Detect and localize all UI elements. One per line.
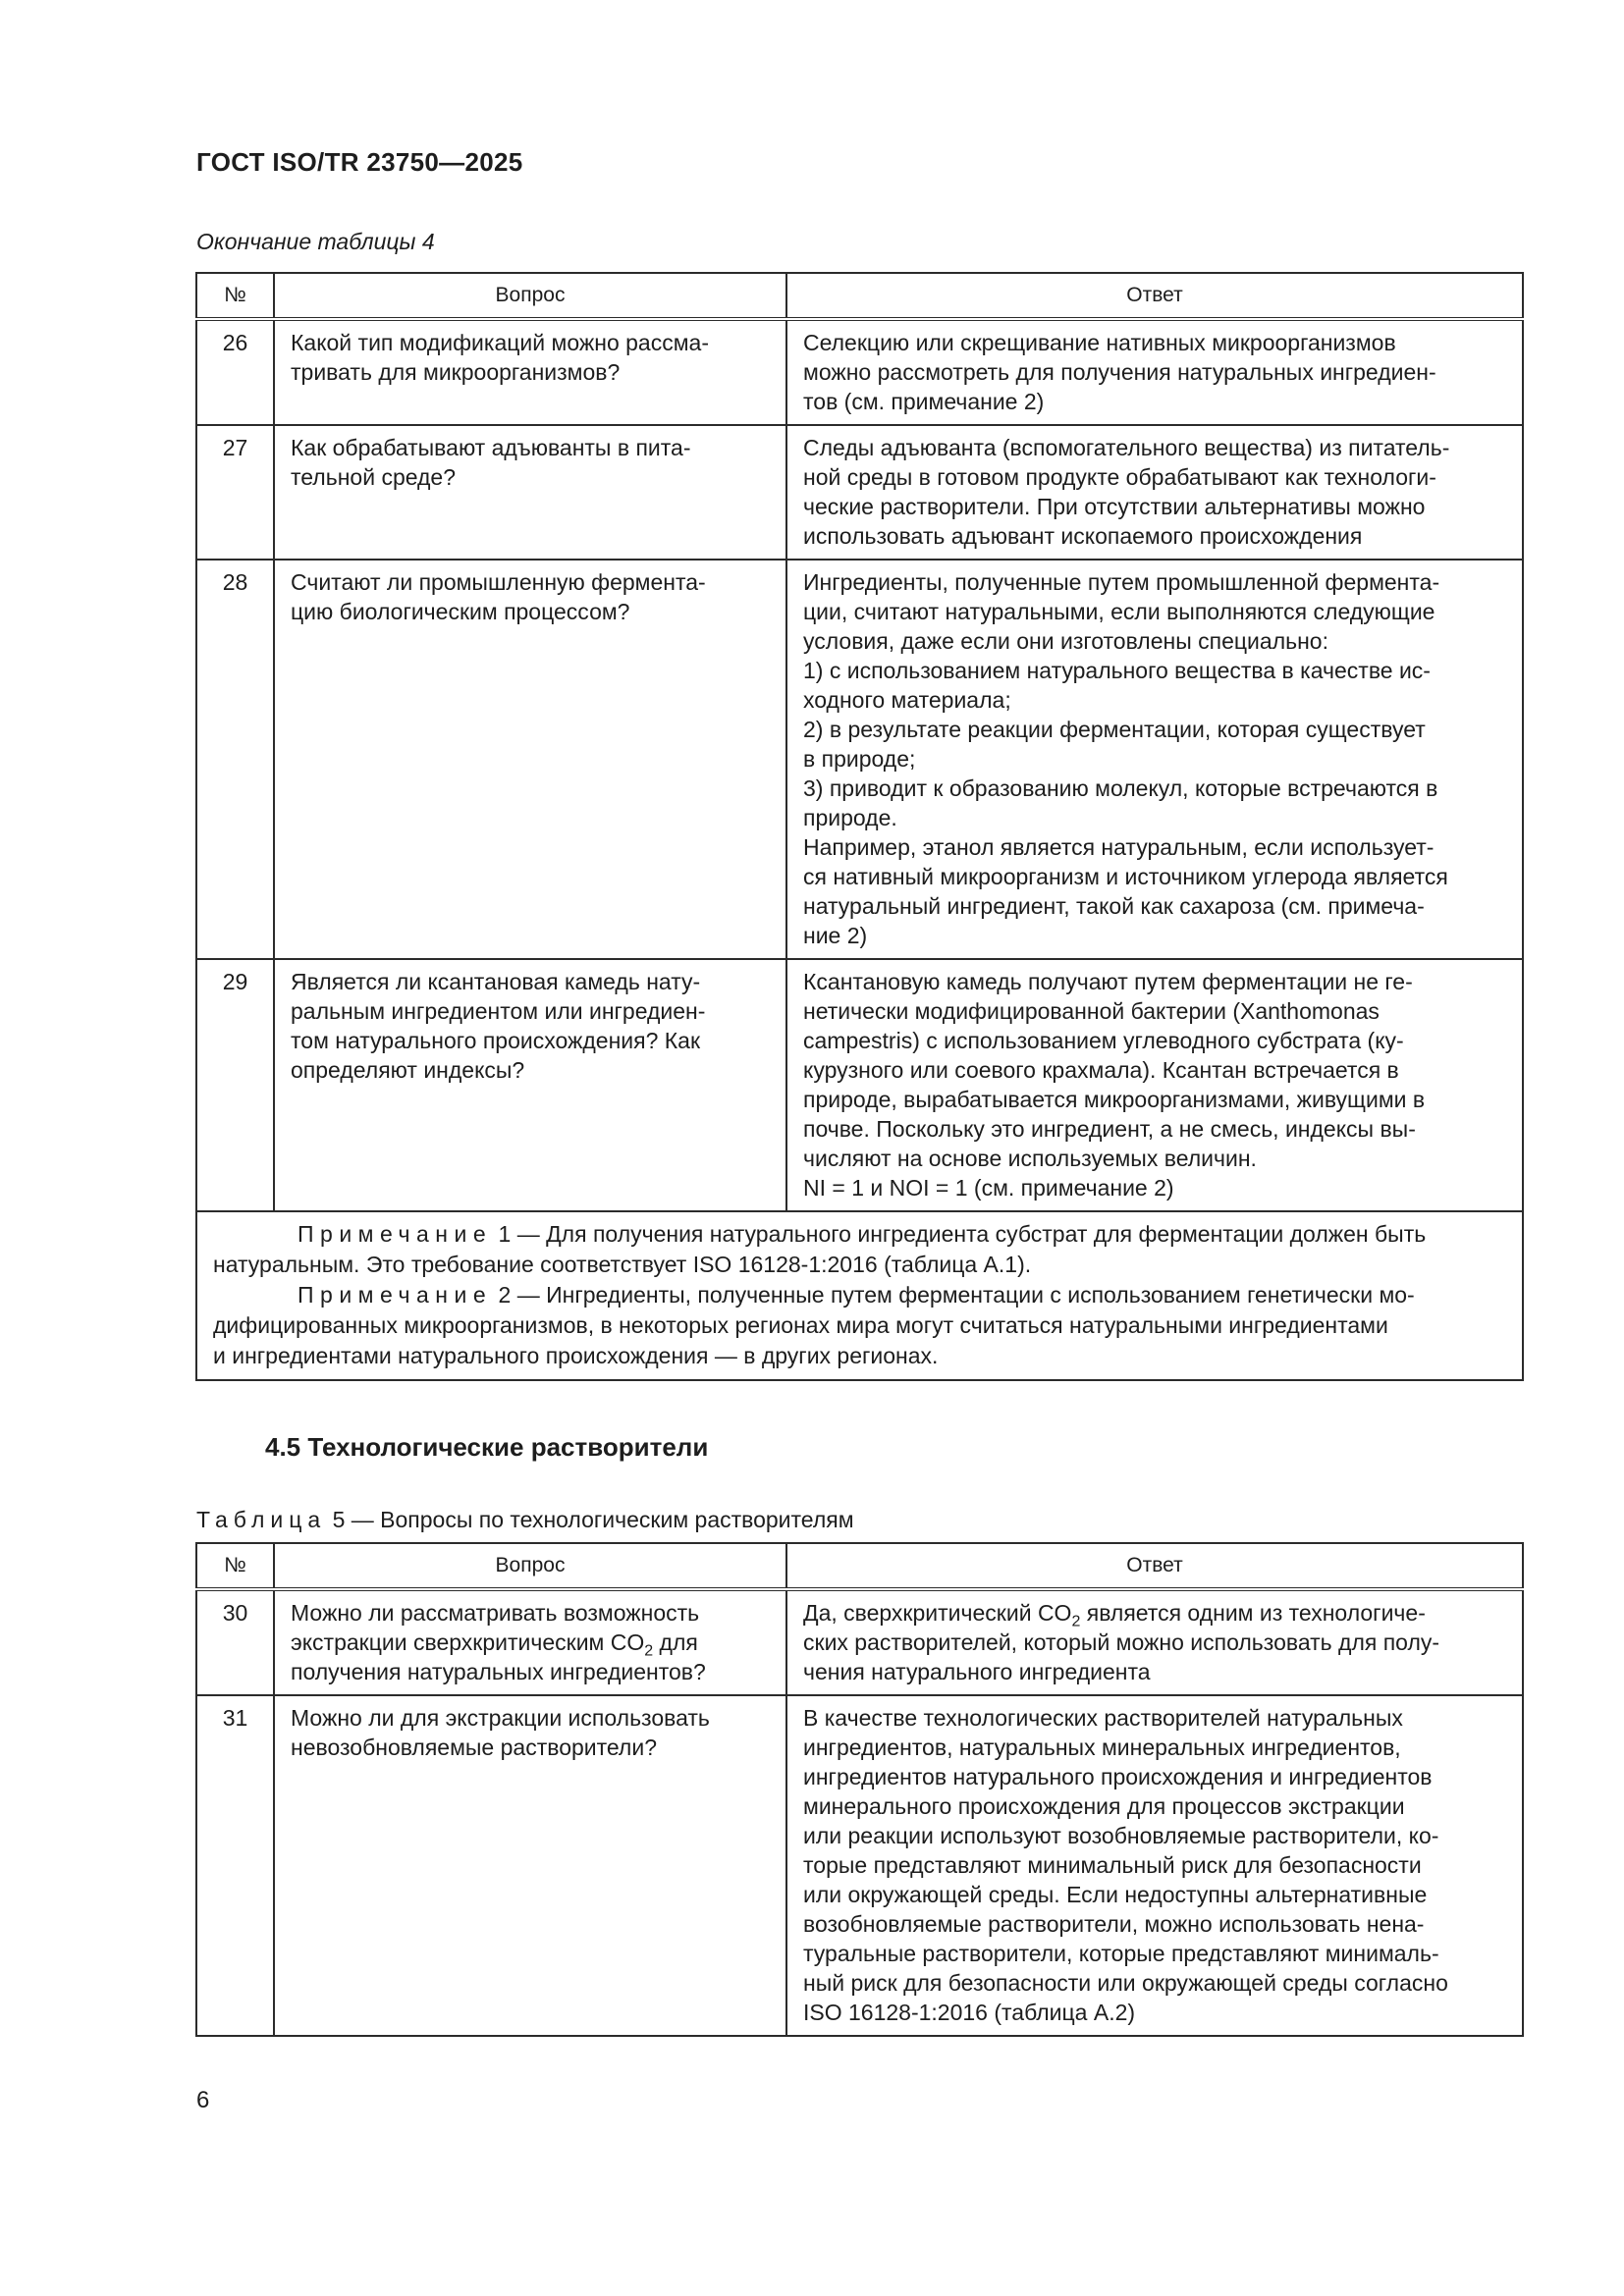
question-line: определяют индексы?	[291, 1057, 525, 1083]
row-answer	[786, 1589, 1523, 1695]
row-number: 31	[196, 1695, 274, 2036]
answer-line: числяют на основе используемых величин.	[803, 1146, 1257, 1171]
answer-line: природе, вырабатывается микроорганизмами, живущими в	[803, 1087, 1426, 1112]
answer-line: можно рассмотреть для получения натуральных ингредиен-	[803, 359, 1436, 385]
answer-line: ние 2)	[803, 923, 868, 948]
answer-line: Селекцию или скрещивание нативных микроорганизмов	[803, 330, 1396, 355]
note-2	[213, 1280, 1508, 1310]
column-header-question: Вопрос	[274, 1543, 786, 1589]
table-header-row	[196, 1543, 1523, 1589]
row-question	[274, 425, 786, 560]
table-row	[196, 1695, 1523, 2036]
answer-line: возобновляемые растворители, можно использовать нена-	[803, 1911, 1425, 1937]
note-label: Примечание	[298, 1221, 493, 1247]
question-line: получения натуральных ингредиентов?	[291, 1659, 706, 1684]
answer-line: ходного материала;	[803, 687, 1011, 713]
answer-line: курузного или соевого крахмала). Ксантан встречается в	[803, 1057, 1399, 1083]
page-number: 6	[196, 2087, 210, 2113]
answer-line: NI = 1 и NOI = 1 (см. примечание 2)	[803, 1175, 1174, 1201]
answer-line: campestris) с использованием углеводного субстрата (ку-	[803, 1028, 1404, 1053]
answer-line: торые представляют минимальный риск для безопасности	[803, 1852, 1422, 1878]
note-number: 2 —	[492, 1282, 547, 1308]
subscript: 2	[1071, 1613, 1081, 1630]
table-4	[195, 272, 1524, 1381]
question-line: цию биологическим процессом?	[291, 599, 630, 624]
question-line: тельной среде?	[291, 464, 457, 490]
table-row	[196, 425, 1523, 560]
question-line	[291, 1628, 772, 1660]
table-row	[196, 560, 1523, 959]
answer-text: Да, сверхкритический CO	[803, 1600, 1072, 1626]
answer-line: минерального происхождения для процессов экстракции	[803, 1793, 1405, 1819]
table-5-caption-word: Таблица	[196, 1507, 327, 1532]
answer-line: ских растворителей, который можно использовать для полу-	[803, 1629, 1440, 1655]
row-answer	[786, 425, 1523, 560]
row-question	[274, 319, 786, 425]
row-answer	[786, 959, 1523, 1211]
answer-line: натуральный ингредиент, такой как сахароза (см. примеча-	[803, 893, 1425, 919]
table-header-row	[196, 273, 1523, 319]
answer-line: 1) с использованием натурального вещества в качестве ис-	[803, 658, 1431, 683]
answer-line: 2) в результате реакции ферментации, которая существует	[803, 717, 1426, 742]
answer-line: в природе;	[803, 746, 916, 772]
answer-line: ческие растворители. При отсутствии альтернативы можно	[803, 494, 1426, 519]
answer-line: ингредиентов натурального происхождения и ингредиентов	[803, 1764, 1433, 1789]
row-question	[274, 959, 786, 1211]
question-text: экстракции сверхкритическим CO	[291, 1629, 645, 1655]
question-line: Можно ли для экстракции использовать	[291, 1705, 710, 1731]
question-text: для	[653, 1629, 698, 1655]
note-text: Для получения натурального ингредиента субстрат для ферментации должен быть	[546, 1221, 1427, 1247]
note-text: и ингредиентами натурального происхождения — в других регионах.	[213, 1343, 939, 1368]
question-line: Является ли ксантановая камедь нату-	[291, 969, 701, 994]
answer-line: Ингредиенты, полученные путем промышленной фермента-	[803, 569, 1440, 595]
answer-line: Ксантановую камедь получают путем ферментации не ге-	[803, 969, 1413, 994]
table-5	[195, 1542, 1524, 2037]
row-number: 28	[196, 560, 274, 959]
question-line: тривать для микроорганизмов?	[291, 359, 621, 385]
answer-line: или окружающей среды. Если недоступны альтернативные	[803, 1882, 1428, 1907]
answer-line: использовать адъювант ископаемого происхождения	[803, 523, 1363, 549]
answer-line: ся нативный микроорганизм и источником углерода является	[803, 864, 1448, 889]
column-header-number: №	[196, 1543, 274, 1589]
answer-line: туральные растворители, которые представляют минималь-	[803, 1941, 1439, 1966]
column-header-question: Вопрос	[274, 273, 786, 319]
answer-line	[803, 1598, 1508, 1628]
question-line: Какой тип модификаций можно рассма-	[291, 330, 709, 355]
column-header-answer: Ответ	[786, 1543, 1523, 1589]
answer-line: ции, считают натуральными, если выполняются следующие	[803, 599, 1435, 624]
answer-line: В качестве технологических растворителей натуральных	[803, 1705, 1403, 1731]
table-notes-row	[196, 1211, 1523, 1380]
table-5-caption-title: 5 — Вопросы по технологическим растворителям	[326, 1507, 854, 1532]
note-text: дифицированных микроорганизмов, в некоторых регионах мира могут считаться натуральными ингредиентами	[213, 1312, 1388, 1338]
row-question	[274, 1695, 786, 2036]
answer-line: Следы адъюванта (вспомогательного вещества) из питатель-	[803, 435, 1450, 460]
row-number: 27	[196, 425, 274, 560]
answer-line: ингредиентов, натуральных минеральных ингредиентов,	[803, 1735, 1401, 1760]
note-number: 1 —	[492, 1221, 547, 1247]
row-number: 30	[196, 1589, 274, 1695]
row-number: 26	[196, 319, 274, 425]
note-1	[213, 1219, 1508, 1250]
document-code-header: ГОСТ ISO/TR 23750—2025	[196, 147, 523, 177]
answer-line: 3) приводит к образованию молекул, которые встречаются в	[803, 775, 1438, 801]
table-row	[196, 959, 1523, 1211]
answer-line: Например, этанол является натуральным, если использует-	[803, 834, 1435, 860]
question-line: невозобновляемые растворители?	[291, 1735, 657, 1760]
answer-line: ISO 16128-1:2016 (таблица А.2)	[803, 2000, 1136, 2025]
column-header-answer: Ответ	[786, 273, 1523, 319]
table-notes	[196, 1211, 1523, 1380]
answer-line: почве. Поскольку это ингредиент, а не смесь, индексы вы-	[803, 1116, 1416, 1142]
answer-line: условия, даже если они изготовлены специально:	[803, 628, 1328, 654]
question-line: Можно ли рассматривать возможность	[291, 1600, 700, 1626]
question-line: Как обрабатывают адъюванты в пита-	[291, 435, 691, 460]
question-line: ральным ингредиентом или ингредиен-	[291, 998, 706, 1024]
table-row	[196, 1589, 1523, 1695]
table-5-caption	[196, 1507, 854, 1533]
answer-line: нетически модифицированной бактерии (Xanthomonas	[803, 998, 1380, 1024]
row-answer	[786, 1695, 1523, 2036]
answer-line: ной среды в готовом продукте обрабатывают как технологи-	[803, 464, 1436, 490]
table-row	[196, 319, 1523, 425]
note-text: натуральным. Это требование соответствует ISO 16128-1:2016 (таблица А.1).	[213, 1252, 1032, 1277]
section-heading: 4.5 Технологические растворители	[265, 1432, 709, 1462]
row-number: 29	[196, 959, 274, 1211]
table-4-continuation-caption: Окончание таблицы 4	[196, 229, 435, 254]
answer-line: тов (см. примечание 2)	[803, 389, 1045, 414]
answer-line: или реакции используют возобновляемые растворители, ко-	[803, 1823, 1439, 1848]
row-question	[274, 1589, 786, 1695]
column-header-number: №	[196, 273, 274, 319]
row-question	[274, 560, 786, 959]
question-line: Считают ли промышленную фермента-	[291, 569, 706, 595]
answer-line: ный риск для безопасности или окружающей среды согласно	[803, 1970, 1448, 1996]
subscript: 2	[644, 1642, 654, 1660]
row-answer	[786, 319, 1523, 425]
note-text: Ингредиенты, полученные путем ферментации с использованием генетически мо-	[546, 1282, 1415, 1308]
row-answer	[786, 560, 1523, 959]
answer-line: чения натурального ингредиента	[803, 1659, 1151, 1684]
answer-text: является одним из технологиче-	[1080, 1600, 1426, 1626]
question-line: том натурального происхождения? Как	[291, 1028, 701, 1053]
answer-line: природе.	[803, 805, 897, 830]
note-label: Примечание	[298, 1282, 493, 1308]
